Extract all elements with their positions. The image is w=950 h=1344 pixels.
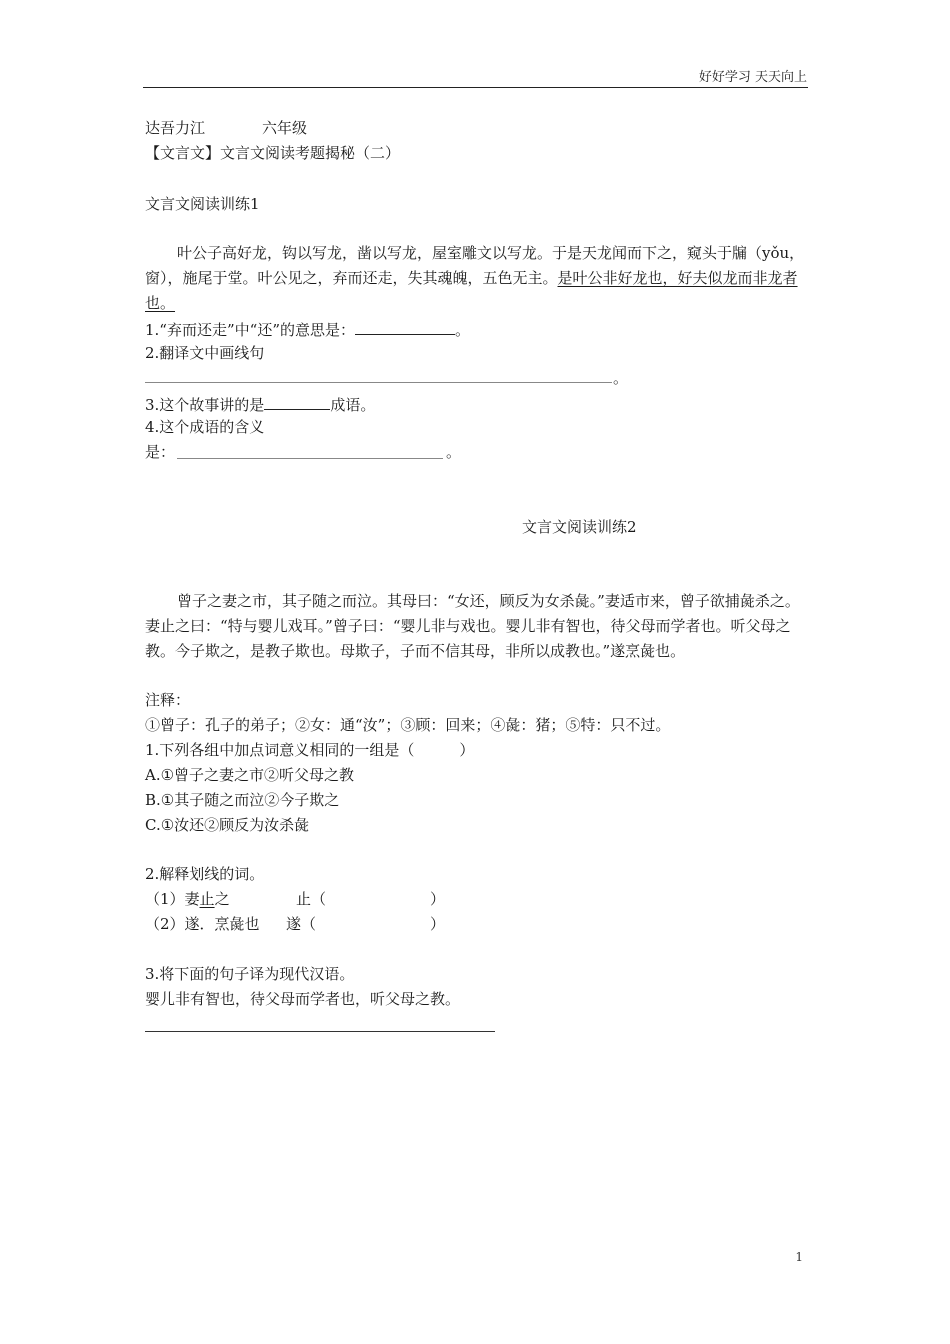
- q2-item-2-key[interactable]: 遂（: [286, 915, 317, 933]
- item-prefix: （1）妻: [145, 890, 200, 908]
- s1-question-3: [145, 393, 375, 415]
- s2-question-1: 1.下列各组中加点词意义相同的一组是（ ）: [145, 741, 475, 759]
- q2-end: 。: [613, 369, 629, 387]
- passage-text: 叶公子高好龙，钩以写龙，凿以写龙，屋室雕文以写龙。于是天龙闻而下之，窥头于牖（yǒu，窗），施尾于堂。叶公见之，弃而还走，失其魂魄，五色无主。: [145, 244, 805, 287]
- s1-question-1: [145, 318, 470, 340]
- option-b: B.①其子随之而泣②今子欺之: [145, 791, 340, 809]
- q2-item-2-close: ）: [430, 915, 446, 933]
- section2-heading: 文言文阅读训练2: [522, 518, 637, 536]
- q3-text: 3.这个故事讲的是: [145, 396, 265, 414]
- q1-text: 1.“弃而还走”中“还”的意思是：: [145, 321, 355, 339]
- answer-line[interactable]: [177, 458, 443, 459]
- s1-question-4: 4.这个成语的含义: [145, 418, 265, 436]
- s2-question-3: 3.将下面的句子译为现代汉语。: [145, 965, 355, 983]
- s1-question-2: 2.翻译文中画线句: [145, 344, 265, 362]
- section2-passage: 曾子之妻之市，其子随之而泣。其母曰：“女还，顾反为女杀彘。”妻适市来，曾子欲捕彘杀之。妻止之曰：“特与婴儿戏耳。”曾子曰：“婴儿非与戏也。婴儿非有智也，待父母而学者也。听父母之教。今子欺之，是教子欺也。母欺子，子而不信其母，非所以成教也。”遂烹彘也。: [145, 592, 800, 660]
- answer-line[interactable]: [145, 1031, 495, 1032]
- answer-blank[interactable]: [355, 318, 455, 335]
- notes-label: 注释：: [145, 691, 191, 709]
- underlined-word: 止: [199, 890, 215, 908]
- author-name: 达吾力江: [145, 119, 206, 137]
- section1-passage: [145, 241, 807, 316]
- document-title: 【文言文】文言文阅读考题揭秘（二）: [145, 144, 401, 162]
- q2-item-1-key[interactable]: 止（: [296, 890, 327, 908]
- answer-blank[interactable]: [264, 393, 330, 410]
- q4-end: 。: [446, 443, 462, 461]
- q1-end: 。: [455, 321, 471, 339]
- q2-item-1: [145, 889, 230, 909]
- answer-line[interactable]: [145, 382, 612, 383]
- notes-text: ①曾子：孔子的弟子；②女：通“汝”；③顾：回来；④彘：猪；⑤特：只不过。: [145, 716, 671, 734]
- s2-question-2: 2.解释划线的词。: [145, 865, 265, 883]
- q2-item-2: （2）遂．烹彘也: [145, 915, 260, 933]
- option-a: A.①曾子之妻之市②听父母之教: [145, 766, 355, 784]
- q2-item-1-close: ）: [430, 890, 446, 908]
- page-header-text: 好好学习 天天向上: [698, 70, 807, 85]
- section1-heading: 文言文阅读训练1: [145, 195, 260, 213]
- q3-end: 成语。: [330, 396, 376, 414]
- page-number: 1: [795, 1250, 803, 1264]
- header-divider: [143, 87, 808, 88]
- q3-sentence: 婴儿非有智也，待父母而学者也，听父母之教。: [145, 990, 461, 1008]
- q4-answer-prefix: 是：: [145, 443, 176, 461]
- item-suffix: 之: [214, 890, 230, 908]
- grade-label: 六年级: [262, 119, 308, 137]
- option-c: C.①汝还②顾反为汝杀彘: [145, 816, 310, 834]
- underlined-sentence: 是叶公非好龙也，好夫似龙而非龙者也。: [145, 269, 798, 312]
